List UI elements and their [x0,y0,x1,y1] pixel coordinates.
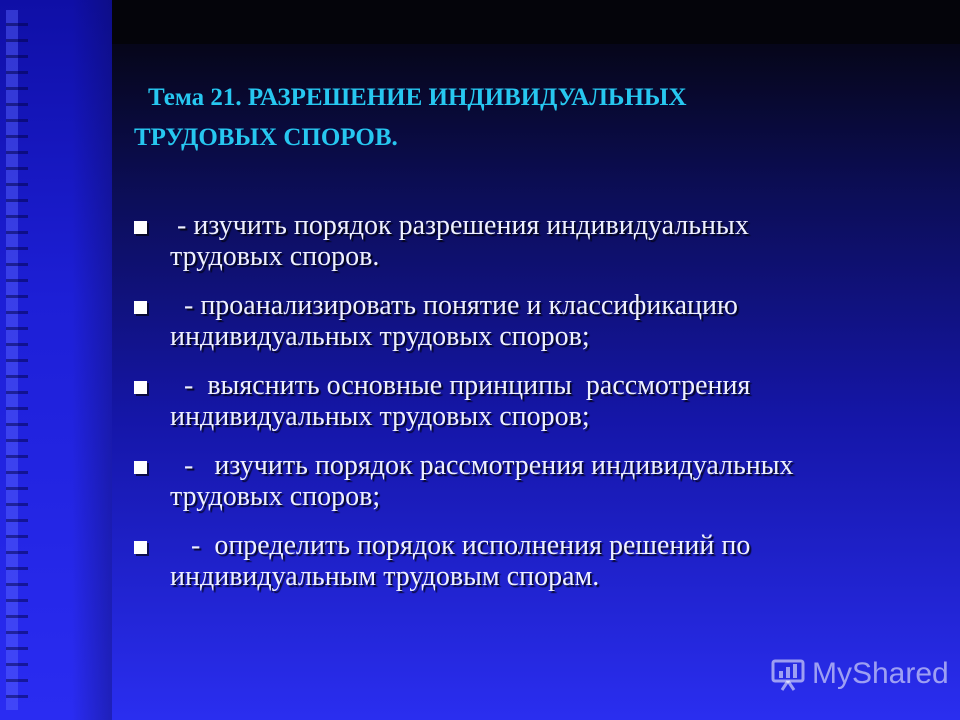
square-bullet-icon [134,381,147,394]
list-item-line-1: - проанализировать понятие и классификацию [170,290,738,321]
list-item-line-2: трудовых споров. [170,241,380,272]
left-decorative-panel [0,0,112,720]
list-item-line-2: индивидуальных трудовых споров; [170,401,590,432]
title-line-1: Тема 21. РАЗРЕШЕНИЕ ИНДИВИДУАЛЬНЫХ [148,84,687,111]
square-bullet-icon [134,301,147,314]
title-line-2: ТРУДОВЫХ СПОРОВ. [134,124,398,151]
list-item-line-2: индивидуальным трудовым спорам. [170,561,600,592]
list-item [132,370,892,432]
list-item [132,210,892,272]
square-bullet-icon [134,461,147,474]
list-item-line-2: индивидуальных трудовых споров; [170,321,590,352]
presentation-screen-icon [770,656,806,692]
list-item-line-1: - выяснить основные принципы рассмотрения [170,370,751,401]
square-bullet-icon [134,541,147,554]
decorative-squares [6,10,28,710]
list-item-line-1: - изучить порядок разрешения индивидуальных [170,210,749,241]
list-item-line-1: - изучить порядок рассмотрения индивидуальных [170,450,794,481]
list-item [132,290,892,352]
list-item-line-1: - определить порядок исполнения решений по [170,530,751,561]
top-dark-strip [112,0,960,44]
watermark-text: MyShared [812,657,949,690]
list-item-line-2: трудовых споров; [170,481,381,512]
objectives-list [132,210,892,610]
slide-title [134,78,894,158]
watermark [770,654,949,694]
list-item [132,530,892,592]
square-bullet-icon [134,221,147,234]
list-item [132,450,892,512]
